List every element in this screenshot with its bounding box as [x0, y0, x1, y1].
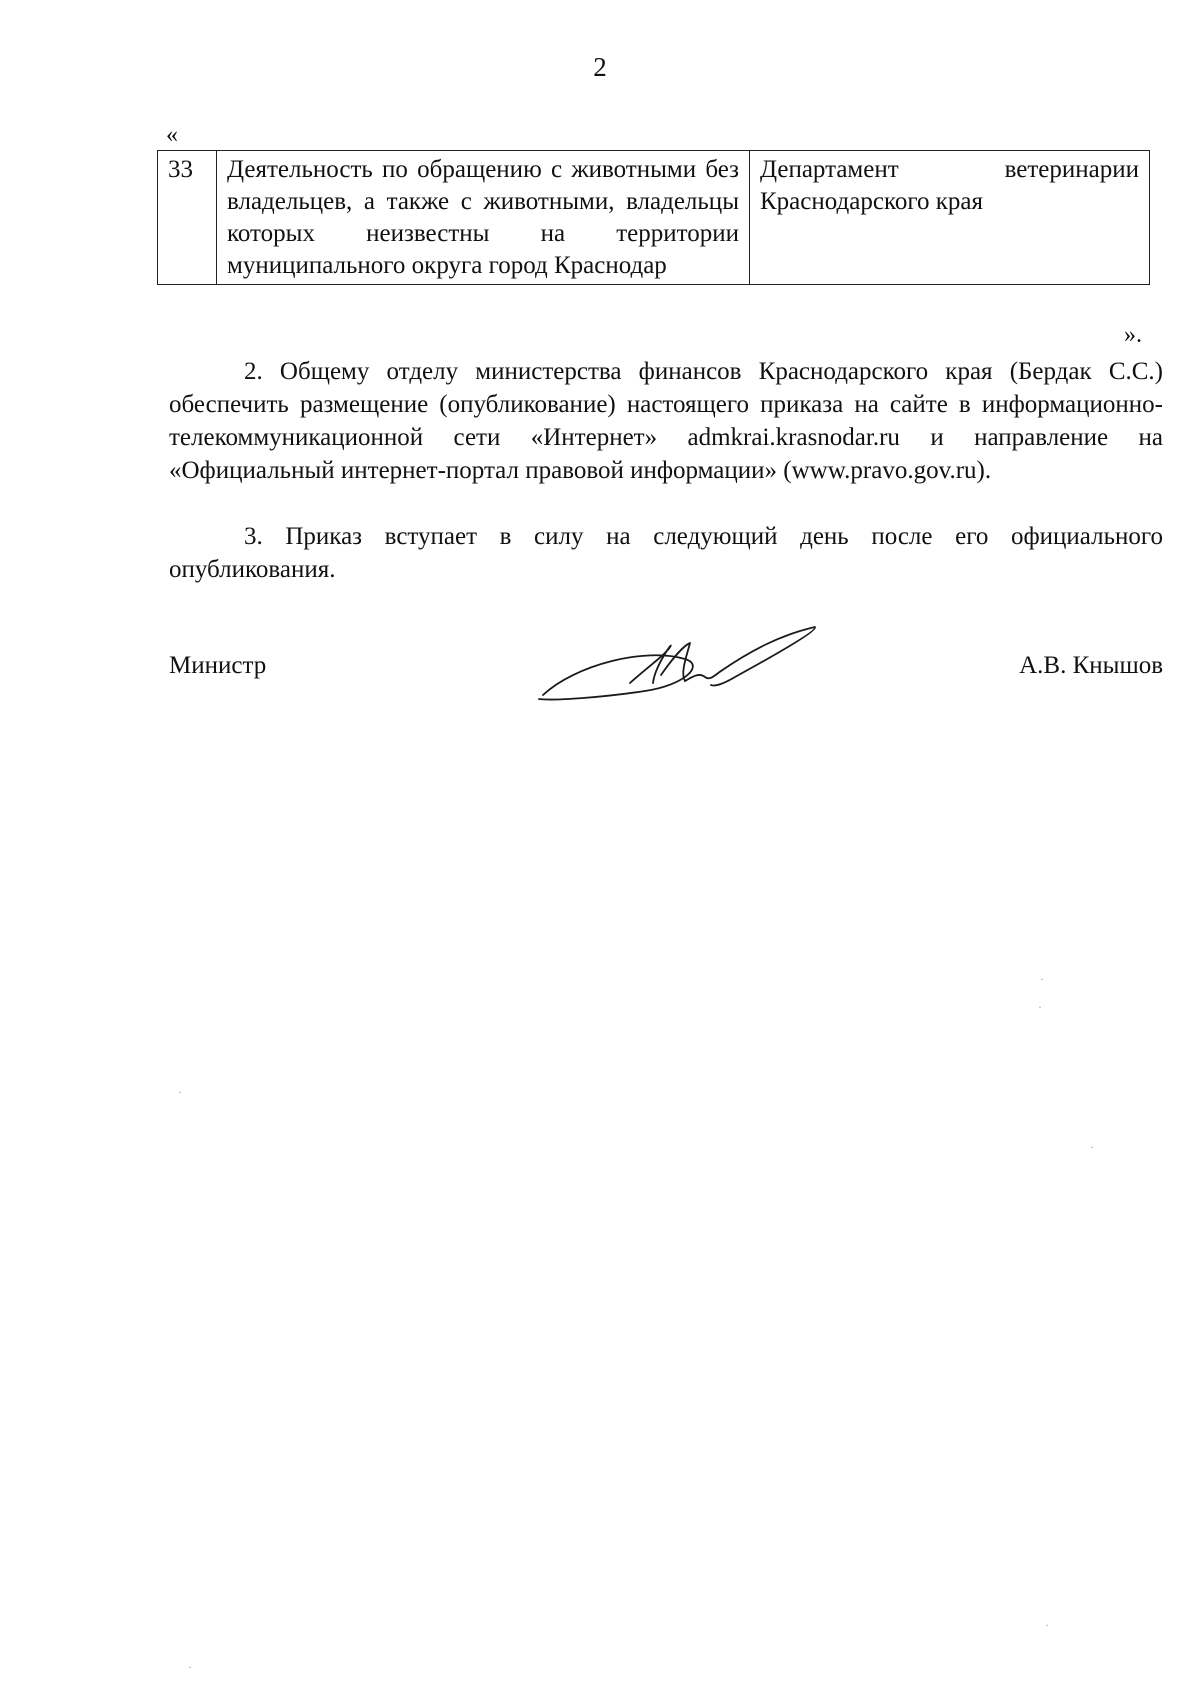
row-number: 33 — [158, 151, 217, 285]
signatory-role: Министр — [169, 652, 267, 679]
paragraph-3-text: 3. Приказ вступает в силу на следующий день после его официального опубликования. — [169, 523, 1163, 583]
signatory-name: А.В. Кнышов — [1019, 652, 1163, 679]
amendment-table — [157, 150, 1150, 285]
table-open-quote: « — [166, 122, 178, 148]
page-number: 2 — [593, 52, 607, 82]
department-cell: Департамент ветеринарии Краснодарского края — [750, 151, 1150, 285]
paragraph-2-text: 2. Общему отделу министерства финансов Краснодарского края (Бердак С.С.) обеспечить размещение (опубликование) настоящего приказа на сайте в информационно-телекоммуникационной сети «Интернет» admkrai.krasnodar.ru и направление на «Официальный интернет-портал правовой информации» (www.pravo.gov.ru). — [169, 358, 1163, 484]
handwritten-signature — [535, 625, 825, 715]
table-row — [158, 151, 1150, 285]
paragraph-3 — [169, 520, 1163, 586]
scan-speck: · — [1045, 1618, 1049, 1632]
scan-speck: · — [178, 1085, 182, 1099]
scan-speck: · — [188, 1660, 192, 1674]
scan-speck: · — [1090, 1140, 1094, 1154]
scan-speck: · — [1038, 1000, 1042, 1014]
scan-speck: · — [1040, 972, 1044, 986]
paragraph-2 — [169, 355, 1163, 487]
table-close-quote: ». — [1124, 322, 1142, 348]
activity-cell: Деятельность по обращению с животными без владельцев, а также с животными, владельцы которых неизвестны на территории муниципального округа город Краснодар — [217, 151, 750, 285]
